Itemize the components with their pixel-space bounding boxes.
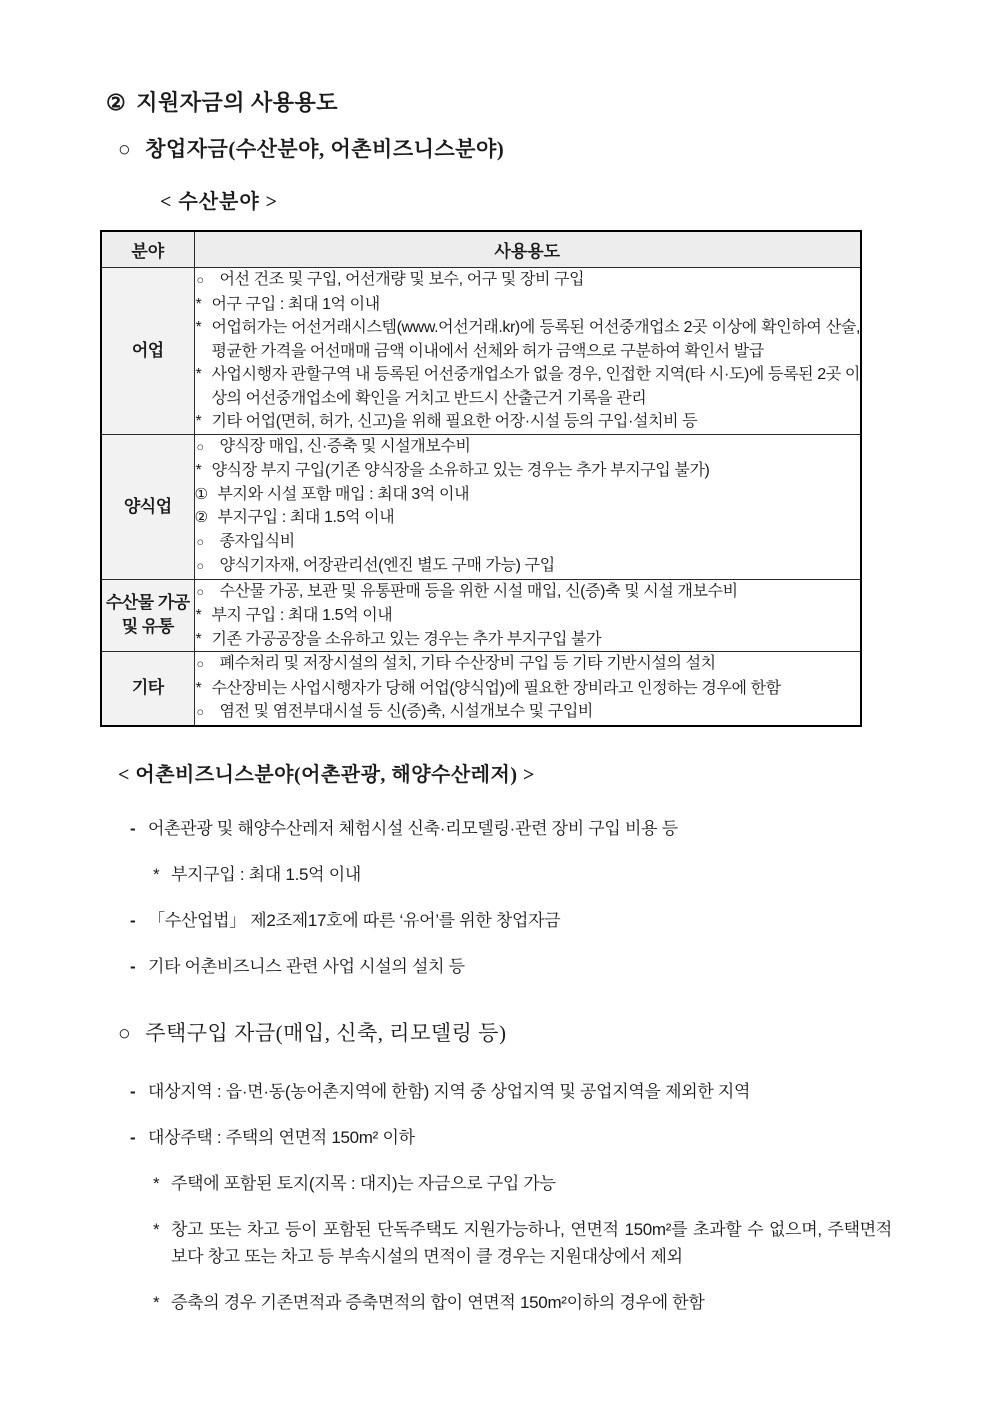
page-title-number: ② (106, 90, 127, 115)
category-cell: 양식업 (101, 434, 194, 579)
item-text: 부지구입 : 최대 1.5억 이내 (171, 864, 361, 884)
bullet-marker-icon: * (195, 607, 202, 624)
item-text: 폐수처리 및 저장시설의 설치, 기타 수산장비 구입 등 기타 기반시설의 설치 (219, 655, 716, 672)
item-text: 어업허가는 어선거래시스템(www.어선거래.kr)에 등록된 어선중개업소 2곳 이상에 확인하여 산술, 평균한 가격을 어선매매 금액 이내에서 선체와 허가 금액으로 구분하여 확인서 발급 (211, 319, 860, 360)
fishery-usage-table-body (101, 268, 861, 726)
usage-cell (194, 268, 861, 435)
item-text: 대상주택 : 주택의 연면적 150m² 이하 (148, 1127, 415, 1147)
list-item (130, 1078, 892, 1105)
item-text: 양식장 부지 구입(기존 양식장을 소유하고 있는 경우는 추가 부지구입 불가) (211, 462, 710, 479)
bullet-marker-icon: * (195, 679, 202, 697)
list-item (130, 907, 892, 934)
bullet-marker-icon: ① (194, 485, 208, 503)
bullet-marker-icon: - (130, 1127, 136, 1147)
bullet-marker-icon: ○ (196, 705, 204, 719)
item-text: 양식기자재, 어장관리선(엔진 별도 구매 가능) 구입 (219, 557, 555, 574)
circle-bullet-icon: ○ (118, 137, 132, 161)
bullet-marker-icon: ○ (196, 273, 204, 287)
bullet-marker-icon: ○ (196, 657, 204, 671)
item-text: 부지와 시설 포함 매입 : 최대 3억 이내 (217, 485, 470, 503)
bullet-marker-icon: * (195, 366, 202, 383)
bullet-marker-icon: * (195, 295, 202, 313)
item-text: 염전 및 염전부대시설 등 신(증)축, 시설개보수 및 구입비 (219, 703, 593, 720)
item-text: 창고 또는 차고 등이 포함된 단독주택도 지원가능하나, 연면적 150m²를 초과할 수 없으며, 주택면적보다 창고 또는 차고 등 부속시설의 면적이 클 경우는 지원대상에서 제외 (171, 1219, 892, 1266)
page-title-text: 지원자금의 사용용도 (136, 90, 339, 115)
list-item (195, 652, 861, 677)
list-item (195, 410, 861, 434)
list-item (130, 815, 892, 842)
circle-bullet-icon: ○ (118, 1020, 132, 1045)
item-text: 종자입식비 (219, 532, 295, 550)
item-text: 어선 건조 및 구입, 어선개량 및 보수, 어구 및 장비 구입 (219, 271, 585, 288)
list-item (152, 861, 892, 888)
bullet-marker-icon: * (153, 864, 160, 884)
item-text: 어촌관광 및 해양수산레저 체험시설 신축·리모델링·관련 장비 구입 비용 등 (148, 818, 678, 838)
usage-cell (194, 434, 861, 579)
bullet-marker-icon: - (130, 818, 136, 838)
page-title (106, 88, 900, 118)
usage-cell (194, 579, 861, 652)
bullet-marker-icon: ○ (196, 559, 204, 573)
column-header-category: 분야 (101, 231, 194, 268)
item-text: 어구 구입 : 최대 1억 이내 (211, 295, 380, 313)
bullet-marker-icon: * (195, 630, 202, 648)
list-item (195, 580, 861, 605)
list-item (195, 293, 861, 317)
list-item (130, 953, 892, 980)
heading-house-purchase-fund (118, 1018, 900, 1048)
heading-fishery-sector: < 수산분야 > (160, 191, 279, 213)
list-item (195, 459, 861, 483)
item-text: 양식장 매입, 신·증축 및 시설개보수비 (219, 437, 471, 455)
item-text: 대상지역 : 읍·면·동(농어촌지역에 한함) 지역 중 상업지역 및 공업지역을 제외한 지역 (148, 1081, 751, 1101)
list-item (195, 268, 861, 293)
list-item (195, 700, 861, 725)
table-row (101, 652, 861, 726)
item-text: 「수산업법」 제2조제17호에 따른 ‘유어’를 위한 창업자금 (148, 910, 561, 930)
bullet-marker-icon: * (195, 319, 202, 336)
table-row (101, 268, 861, 435)
list-item (195, 530, 861, 555)
list-item (195, 483, 861, 507)
bullet-marker-icon: * (153, 1219, 160, 1239)
list-item (195, 363, 861, 410)
heading-house-purchase-text: 주택구입 자금(매입, 신축, 리모델링 등) (145, 1020, 507, 1045)
heading-startup-fund-text: 창업자금(수산분야, 어촌비즈니스분야) (145, 137, 505, 161)
list-item (195, 554, 861, 579)
house-purchase-list (100, 1078, 892, 1316)
list-item (152, 1289, 892, 1316)
bullet-marker-icon: * (153, 1173, 160, 1193)
bullet-marker-icon: ○ (196, 584, 204, 599)
list-item (195, 316, 861, 363)
bullet-marker-icon: - (130, 956, 136, 976)
table-header-row (101, 231, 861, 268)
bullet-marker-icon: - (130, 1081, 136, 1101)
item-text: 사업시행자 관할구역 내 등록된 어선중개업소가 없을 경우, 인접한 지역(타 시·도)에 등록된 2곳 이상의 어선중개업소에 확인을 거치고 반드시 산출근거 기록을 관리 (211, 366, 860, 407)
list-item (195, 435, 861, 460)
bullet-marker-icon: * (195, 462, 202, 479)
list-item (152, 1170, 892, 1197)
list-item (195, 677, 861, 701)
bullet-marker-icon: ② (194, 509, 208, 526)
item-text: 기타 어업(면허, 허가, 신고)을 위해 필요한 어장·시설 등의 구입·설치비 등 (211, 413, 698, 430)
bullet-marker-icon: - (130, 910, 136, 930)
category-cell: 수산물 가공 및 유통 (101, 579, 194, 652)
category-cell: 기타 (101, 652, 194, 726)
item-text: 부지 구입 : 최대 1.5억 이내 (211, 607, 393, 624)
heading-village-business: < 어촌비즈니스분야(어촌관광, 해양수산레저) > (118, 763, 535, 786)
usage-cell (194, 652, 861, 726)
list-item (152, 1216, 892, 1270)
fishery-usage-table (100, 230, 862, 727)
bullet-marker-icon: ○ (196, 439, 204, 454)
list-item (195, 604, 861, 628)
list-item (195, 628, 861, 652)
item-text: 수산물 가공, 보관 및 유통판매 등을 위한 시설 매입, 신(증)축 및 시설 개보수비 (219, 582, 738, 600)
bullet-marker-icon: * (153, 1292, 160, 1312)
bullet-marker-icon: ○ (196, 534, 204, 549)
list-item (195, 506, 861, 530)
bullet-marker-icon: * (195, 413, 202, 430)
item-text: 수산장비는 사업시행자가 당해 어업(양식업)에 필요한 장비라고 인정하는 경우에 한함 (211, 679, 781, 697)
table-row (101, 434, 861, 579)
item-text: 부지구입 : 최대 1.5억 이내 (217, 509, 395, 526)
list-item (130, 1124, 892, 1151)
village-business-list (100, 815, 892, 980)
item-text: 기존 가공공장을 소유하고 있는 경우는 추가 부지구입 불가 (211, 630, 602, 648)
category-cell: 어업 (101, 268, 194, 435)
column-header-usage: 사용용도 (194, 231, 861, 268)
item-text: 주택에 포함된 토지(지목 : 대지)는 자금으로 구입 가능 (171, 1173, 556, 1193)
item-text: 증축의 경우 기존면적과 증축면적의 합이 연면적 150m²이하의 경우에 한함 (171, 1292, 705, 1312)
table-row (101, 579, 861, 652)
heading-startup-fund (118, 134, 900, 164)
item-text: 기타 어촌비즈니스 관련 사업 시설의 설치 등 (148, 956, 465, 976)
